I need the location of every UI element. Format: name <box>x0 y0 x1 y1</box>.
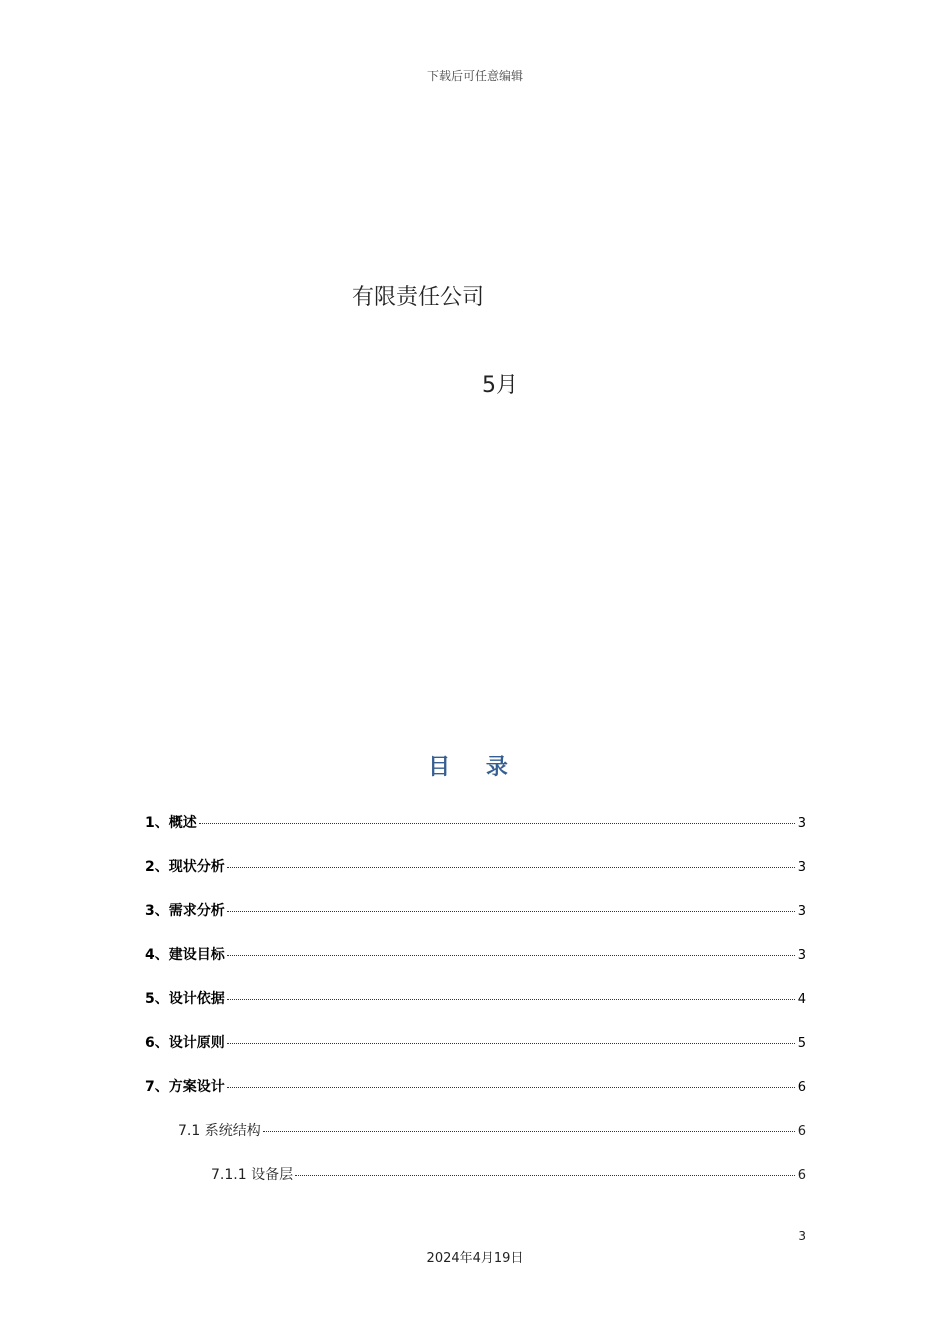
toc-entry-page: 3 <box>797 948 806 963</box>
toc-entry-page: 3 <box>797 816 806 831</box>
toc-entry-label: 3、需求分析 <box>145 903 225 919</box>
toc-entry-label: 4、建设目标 <box>145 947 225 963</box>
toc-entry[interactable] <box>145 900 806 920</box>
toc-leader <box>227 999 795 1000</box>
toc-entry[interactable] <box>145 944 806 964</box>
toc-entry[interactable] <box>145 988 806 1008</box>
toc-entry-label: 7.1 系统结构 <box>178 1123 261 1139</box>
toc-entry-page: 6 <box>797 1124 806 1139</box>
toc-entry-label: 1、概述 <box>145 815 197 831</box>
toc-entry-page: 6 <box>797 1080 806 1095</box>
toc-entry[interactable] <box>145 812 806 832</box>
toc-entry[interactable] <box>211 1164 806 1184</box>
toc-entry[interactable] <box>145 1032 806 1052</box>
page-number: 3 <box>798 1229 806 1243</box>
toc-entry-page: 6 <box>797 1168 806 1183</box>
toc-leader <box>227 1087 795 1088</box>
company-name: 有限责任公司 <box>352 285 485 310</box>
toc-leader <box>199 823 795 824</box>
toc-entry[interactable] <box>145 1076 806 1096</box>
page-header: 下载后可任意编辑 <box>426 69 523 83</box>
toc-entry-label: 7.1.1 设备层 <box>211 1167 294 1183</box>
cover-month: 5月 <box>482 373 518 398</box>
toc-entry-label: 2、现状分析 <box>145 859 225 875</box>
toc-leader <box>263 1131 795 1132</box>
toc-entry-label: 6、设计原则 <box>145 1035 225 1051</box>
toc-leader <box>295 1175 795 1176</box>
toc-leader <box>227 955 795 956</box>
toc-entry-label: 5、设计依据 <box>145 991 225 1007</box>
toc-entry-page: 4 <box>797 992 806 1007</box>
toc-entry[interactable] <box>145 856 806 876</box>
toc-title: 目 录 <box>428 755 522 780</box>
toc-entry-page: 5 <box>797 1036 806 1051</box>
toc-entry[interactable] <box>178 1120 806 1140</box>
toc-leader <box>227 867 795 868</box>
toc-entry-page: 3 <box>797 904 806 919</box>
toc-entry-page: 3 <box>797 860 806 875</box>
toc-entry-label: 7、方案设计 <box>145 1079 225 1095</box>
footer-date: 2024年4月19日 <box>426 1251 524 1266</box>
toc-leader <box>227 1043 795 1044</box>
toc-leader <box>227 911 795 912</box>
